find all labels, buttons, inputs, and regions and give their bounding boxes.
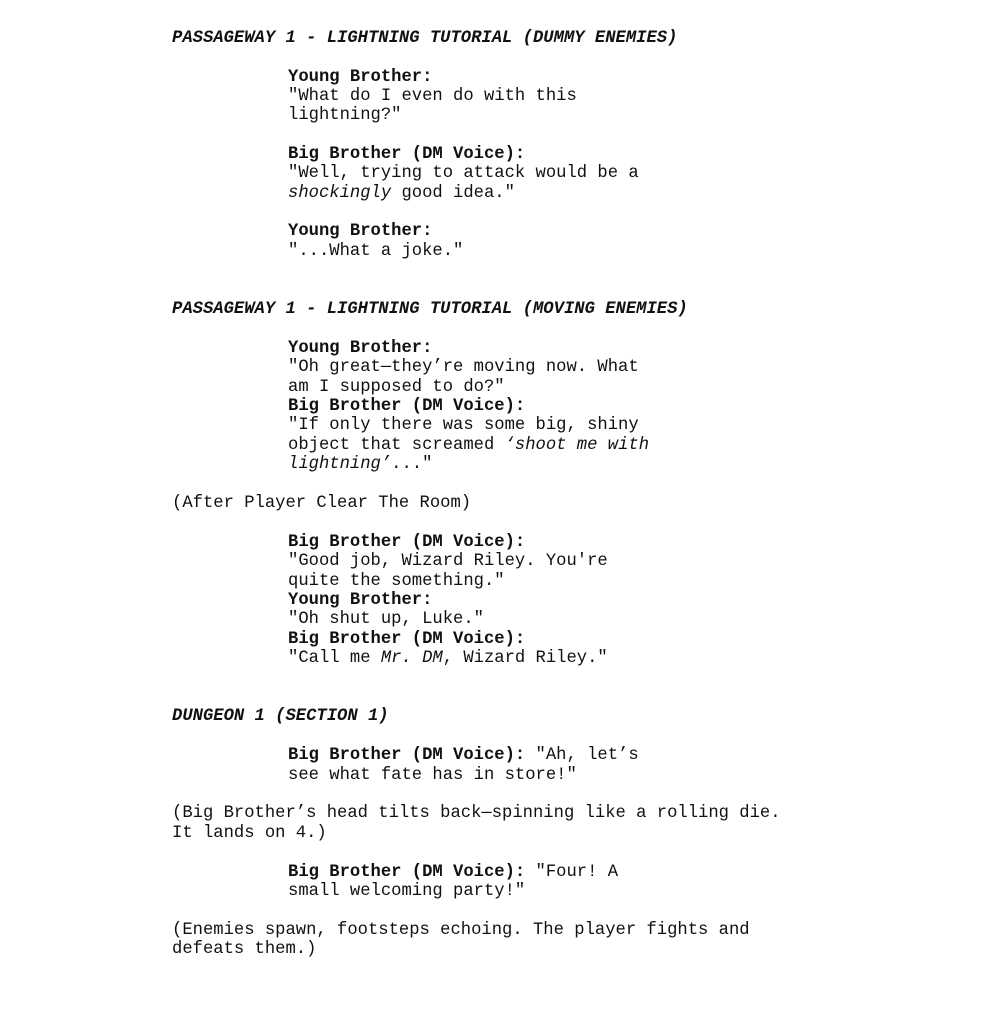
dialogue-text: "Call me [288, 649, 381, 668]
dialogue-line: "Oh great—they’re moving now. What [288, 358, 639, 377]
dialogue-line [288, 455, 432, 474]
dialogue-text: object that screamed [288, 436, 505, 455]
emphasis: lightning’ [288, 455, 392, 474]
dialogue-text: "Four! A [525, 863, 619, 882]
emphasis: shockingly [288, 184, 392, 203]
scene-heading: DUNGEON 1 (SECTION 1) [172, 707, 389, 726]
dialogue-line: small welcoming party!" [288, 882, 526, 901]
scene-heading: PASSAGEWAY 1 - LIGHTNING TUTORIAL (MOVING ENEMIES) [172, 300, 688, 319]
dialogue-line: am I supposed to do?" [288, 378, 505, 397]
dialogue-text: ..." [391, 455, 433, 474]
character-name: Big Brother (DM Voice): [288, 145, 526, 164]
dialogue-line [288, 863, 618, 882]
dialogue-line: "If only there was some big, shiny [288, 416, 639, 435]
character-name: Big Brother (DM Voice): [288, 397, 526, 416]
dialogue-text: "Ah, let’s [525, 746, 639, 765]
action-line: It lands on 4.) [172, 824, 327, 843]
character-name: Big Brother (DM Voice): [288, 630, 526, 649]
dialogue-line [288, 184, 515, 203]
action-line: (After Player Clear The Room) [172, 494, 472, 513]
dialogue-line: "Oh shut up, Luke." [288, 610, 484, 629]
dialogue-line: "Well, trying to attack would be a [288, 164, 639, 183]
character-name: Young Brother: [288, 339, 433, 358]
dialogue-line [288, 436, 649, 455]
emphasis: ‘shoot me with [504, 436, 650, 455]
character-name: Young Brother: [288, 222, 433, 241]
character-name: Big Brother (DM Voice): [288, 746, 526, 765]
dialogue-line [288, 649, 608, 668]
dialogue-text: good idea." [391, 184, 515, 203]
dialogue-line [288, 746, 639, 765]
dialogue-line: lightning?" [288, 106, 402, 125]
dialogue-line: "Good job, Wizard Riley. You're [288, 552, 608, 571]
dialogue-line: quite the something." [288, 572, 505, 591]
emphasis: Mr. DM [380, 649, 443, 668]
dialogue-line: "...What a joke." [288, 242, 464, 261]
character-name: Big Brother (DM Voice): [288, 533, 526, 552]
dialogue-line: see what fate has in store!" [288, 766, 577, 785]
action-line: (Big Brother’s head tilts back—spinning like a rolling die. [172, 804, 781, 823]
character-name: Big Brother (DM Voice): [288, 863, 526, 882]
character-name: Young Brother: [288, 591, 433, 610]
character-name: Young Brother: [288, 68, 433, 87]
dialogue-line: "What do I even do with this [288, 87, 577, 106]
scene-heading: PASSAGEWAY 1 - LIGHTNING TUTORIAL (DUMMY ENEMIES) [172, 29, 678, 48]
action-line: defeats them.) [172, 940, 317, 959]
action-line: (Enemies spawn, footsteps echoing. The player fights and [172, 921, 750, 940]
dialogue-text: , Wizard Riley." [442, 649, 608, 668]
